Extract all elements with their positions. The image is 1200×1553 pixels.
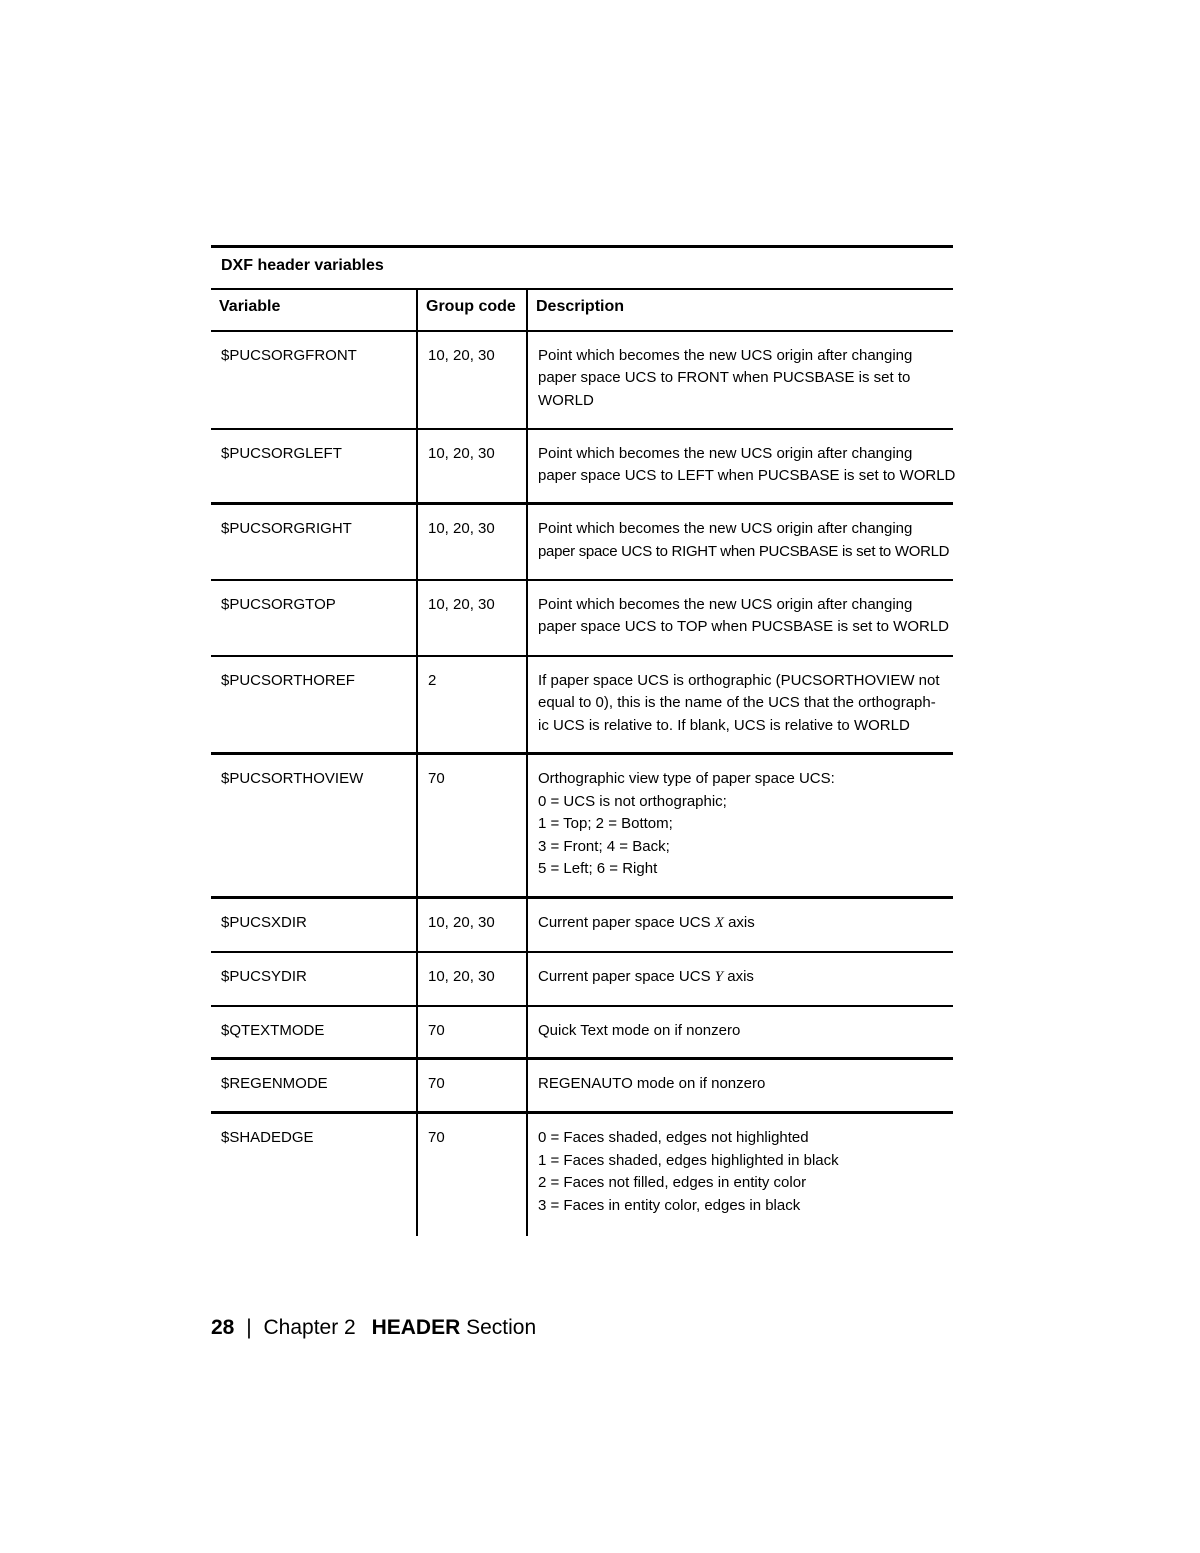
table-row — [211, 754, 953, 898]
description-line: 0 = UCS is not orthographic; — [538, 792, 727, 810]
variable-cell: $PUCSORGRIGHT — [211, 504, 417, 580]
description-line: Orthographic view type of paper space UCS: — [538, 770, 835, 787]
description-cell — [527, 754, 953, 898]
description-line: Point which becomes the new UCS origin after changing — [538, 520, 913, 537]
variable-cell: $PUCSORGTOP — [211, 580, 417, 656]
table-row — [211, 429, 953, 504]
chapter-label: Chapter 2 — [263, 1316, 356, 1339]
description-cell — [527, 1059, 953, 1113]
description-line: Point which becomes the new UCS origin after changing — [538, 346, 913, 364]
group-code-cell: 10, 20, 30 — [417, 580, 527, 656]
page-number: 28 — [211, 1316, 235, 1339]
description-text: Current paper space UCS — [538, 914, 715, 931]
description-text: axis — [723, 967, 754, 985]
description-cell — [527, 952, 953, 1006]
description-line: Point which becomes the new UCS origin after changing — [538, 444, 913, 462]
table-row — [211, 580, 953, 656]
table-row — [211, 504, 953, 580]
description-cell — [527, 1006, 953, 1059]
description-text: Current paper space UCS — [538, 967, 715, 985]
description-line: 1 = Faces shaded, edges highlighted in black — [538, 1151, 839, 1169]
description-line: Point which becomes the new UCS origin after changing — [538, 595, 913, 613]
section-suffix: Section — [466, 1316, 537, 1339]
description-cell — [527, 580, 953, 656]
variable-cell: $PUCSORTHOVIEW — [211, 754, 417, 898]
description-line: 2 = Faces not filled, edges in entity color — [538, 1174, 807, 1191]
description-line: 0 = Faces shaded, edges not highlighted — [538, 1129, 809, 1146]
variable-cell: $PUCSXDIR — [211, 898, 417, 952]
description-cell — [527, 1113, 953, 1236]
variable-cell: $QTEXTMODE — [211, 1006, 417, 1059]
table-row — [211, 656, 953, 754]
variable-cell: $PUCSORTHOREF — [211, 656, 417, 754]
page-footer — [211, 1314, 536, 1342]
table-row — [211, 331, 953, 429]
group-code-cell: 10, 20, 30 — [417, 504, 527, 580]
description-line: Quick Text mode on if nonzero — [538, 1021, 741, 1039]
group-code-cell: 10, 20, 30 — [417, 331, 527, 429]
column-header-variable: Variable — [211, 289, 417, 331]
group-code-cell: 70 — [417, 1059, 527, 1113]
description-line: paper space UCS to FRONT when PUCSBASE is set to — [538, 369, 911, 386]
column-header-description: Description — [527, 289, 953, 331]
group-code-cell: 70 — [417, 1113, 527, 1236]
header-variables-table — [211, 245, 956, 1236]
description-line: ic UCS is relative to. If blank, UCS is relative to WORLD — [538, 716, 910, 734]
description-line: WORLD — [538, 391, 594, 409]
variable-cell: $PUCSORGFRONT — [211, 331, 417, 429]
variable-cell: $PUCSYDIR — [211, 952, 417, 1006]
section-name: HEADER — [371, 1316, 461, 1339]
description-line: 1 = Top; 2 = Bottom; — [538, 815, 673, 832]
description-line — [538, 912, 949, 935]
description-line: 5 = Left; 6 = Right — [538, 860, 658, 877]
axis-letter: Y — [714, 968, 724, 985]
variable-cell: $PUCSORGLEFT — [211, 429, 417, 504]
footer-separator: | — [246, 1316, 252, 1339]
group-code-cell: 2 — [417, 656, 527, 754]
description-line: paper space UCS to TOP when PUCSBASE is set to WORLD — [538, 618, 950, 635]
table-row — [211, 1006, 953, 1059]
description-line — [538, 966, 949, 989]
description-cell — [527, 656, 953, 754]
axis-letter: X — [714, 915, 724, 931]
group-code-cell: 10, 20, 30 — [417, 952, 527, 1006]
description-line: paper space UCS to LEFT when PUCSBASE is set to WORLD — [538, 467, 956, 484]
description-line: REGENAUTO mode on if nonzero — [538, 1075, 766, 1092]
description-text: axis — [723, 914, 755, 931]
group-code-cell: 10, 20, 30 — [417, 429, 527, 504]
table-title: DXF header variables — [211, 247, 953, 289]
table-row — [211, 898, 953, 952]
group-code-cell: 70 — [417, 754, 527, 898]
description-cell — [527, 429, 956, 504]
table-row — [211, 1113, 953, 1236]
group-code-cell: 10, 20, 30 — [417, 898, 527, 952]
group-code-cell: 70 — [417, 1006, 527, 1059]
table-row — [211, 1059, 953, 1113]
description-cell — [527, 331, 953, 429]
description-line: If paper space UCS is orthographic (PUCSORTHOVIEW not — [538, 671, 940, 689]
description-line: paper space UCS to RIGHT when PUCSBASE is set to WORLD — [538, 542, 950, 560]
description-cell — [527, 504, 953, 580]
variable-cell: $REGENMODE — [211, 1059, 417, 1113]
description-cell — [527, 898, 953, 952]
description-line: 3 = Front; 4 = Back; — [538, 837, 670, 855]
description-line: equal to 0), this is the name of the UCS that the orthograph- — [538, 694, 936, 711]
description-line: 3 = Faces in entity color, edges in black — [538, 1196, 801, 1214]
column-header-group-code: Group code — [417, 289, 527, 331]
table-row — [211, 952, 953, 1006]
variable-cell: $SHADEDGE — [211, 1113, 417, 1236]
